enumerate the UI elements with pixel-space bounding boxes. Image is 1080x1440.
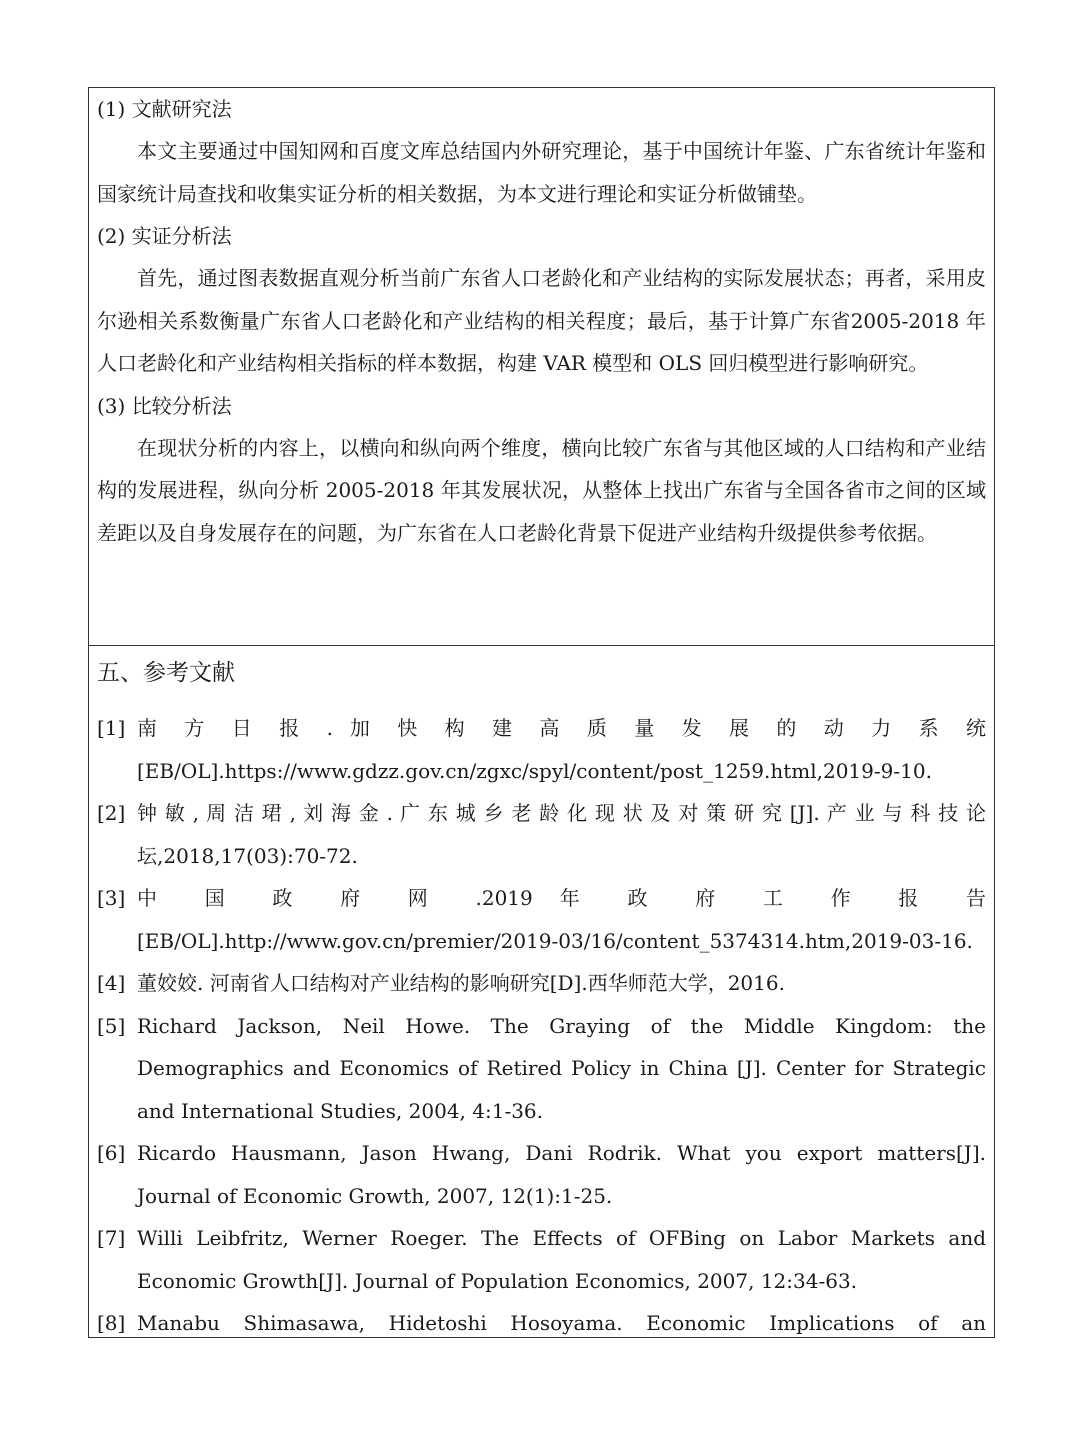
reference-text: 中 国 政 府 网 .2019 年 政 府 工 作 报 告 xyxy=(137,886,986,910)
reference-item-8 xyxy=(97,1302,986,1345)
method-1-title: (1) 文献研究法 xyxy=(97,97,232,121)
document-table-frame xyxy=(88,87,995,1338)
research-methods-section xyxy=(97,88,986,554)
method-2-title: (2) 实证分析法 xyxy=(97,224,232,248)
reference-number: [1] xyxy=(97,716,126,740)
reference-text: [EB/OL].https://www.gdzz.gov.cn/zgxc/spyl/content/post_1259.html,2019-9-10. xyxy=(137,758,932,783)
method-2-body: 首先，通过图表数据直观分析当前广东省人口老龄化和产业结构的实际发展状态；再者，采用皮尔逊相关系数衡量广东省人口老龄化和产业结构的相关程度；最后，基于计算广东省2005-2018 年人口老龄化和产业结构相关指标的样本数据，构建 VAR 模型和 OLS 回归模型进行影响研究。 xyxy=(97,266,986,375)
reference-text: [EB/OL].http://www.gov.cn/premier/2019-03/16/content_5374314.htm,2019-03-16. xyxy=(137,928,973,953)
references-heading: 五、参考文献 xyxy=(97,660,235,686)
reference-number: [4] xyxy=(97,971,126,995)
reference-number: [8] xyxy=(97,1311,126,1335)
method-3-body: 在现状分析的内容上，以横向和纵向两个维度，横向比较广东省与其他区域的人口结构和产业结构的发展进程，纵向分析 2005-2018 年其发展状况，从整体上找出广东省与全国各省市之间的区域差距以及自身发展存在的问题，为广东省在人口老龄化背景下促进产业结构升级提供参考依据。 xyxy=(97,435,986,545)
reference-item-6 xyxy=(97,1132,986,1217)
reference-item-3 xyxy=(97,877,986,962)
reference-text: 董姣姣. 河南省人口结构对产业结构的影响研究[D].西华师范大学，2016. xyxy=(137,971,785,995)
method-1-body: 本文主要通过中国知网和百度文库总结国内外研究理论，基于中国统计年鉴、广东省统计年鉴和国家统计局查找和收集实证分析的相关数据，为本文进行理论和实证分析做铺垫。 xyxy=(97,139,986,206)
reference-text: Manabu Shimasawa, Hidetoshi Hosoyama. Economic Implications of an xyxy=(137,1311,986,1335)
reference-item-2 xyxy=(97,792,986,877)
reference-item-4 xyxy=(97,962,986,1005)
reference-number: [6] xyxy=(97,1141,126,1165)
reference-text: Willi Leibfritz, Werner Roeger. The Effects of OFBing on Labor Markets and Economic Growth[J]. Journal of Population Economics, 2007, 12:34-63. xyxy=(137,1226,986,1293)
reference-number: [3] xyxy=(97,886,126,910)
table-row-divider xyxy=(89,645,994,646)
reference-text: Ricardo Hausmann, Jason Hwang, Dani Rodrik. What you export matters[J]. Journal of Economic Growth, 2007, 12(1):1-25. xyxy=(137,1141,986,1208)
reference-number: [2] xyxy=(97,801,126,825)
reference-text: Richard Jackson, Neil Howe. The Graying of the Middle Kingdom: the Demographics and Economics of Retired Policy in China [J]. Center for Strategic and International Studies, 2004, 4:1-36. xyxy=(137,1013,986,1123)
method-3-title: (3) 比较分析法 xyxy=(97,393,232,418)
reference-item-5 xyxy=(97,1005,986,1133)
reference-item-7 xyxy=(97,1217,986,1302)
reference-number: [5] xyxy=(97,1013,126,1038)
reference-item-1 xyxy=(97,707,986,792)
reference-text: 南 方 日 报 . 加 快 构 建 高 质 量 发 展 的 动 力 系 统 xyxy=(137,716,986,740)
reference-number: [7] xyxy=(97,1226,126,1250)
reference-text: 坛,2018,17(03):70-72. xyxy=(137,843,358,868)
reference-text: 钟 敏 , 周 洁 珺 , 刘 海 金 . 广 东 城 乡 老 龄 化 现 状 及 对 策 研 究 [J]. 产 业 与 科 技 论 xyxy=(137,801,986,825)
references-section xyxy=(97,653,986,1345)
